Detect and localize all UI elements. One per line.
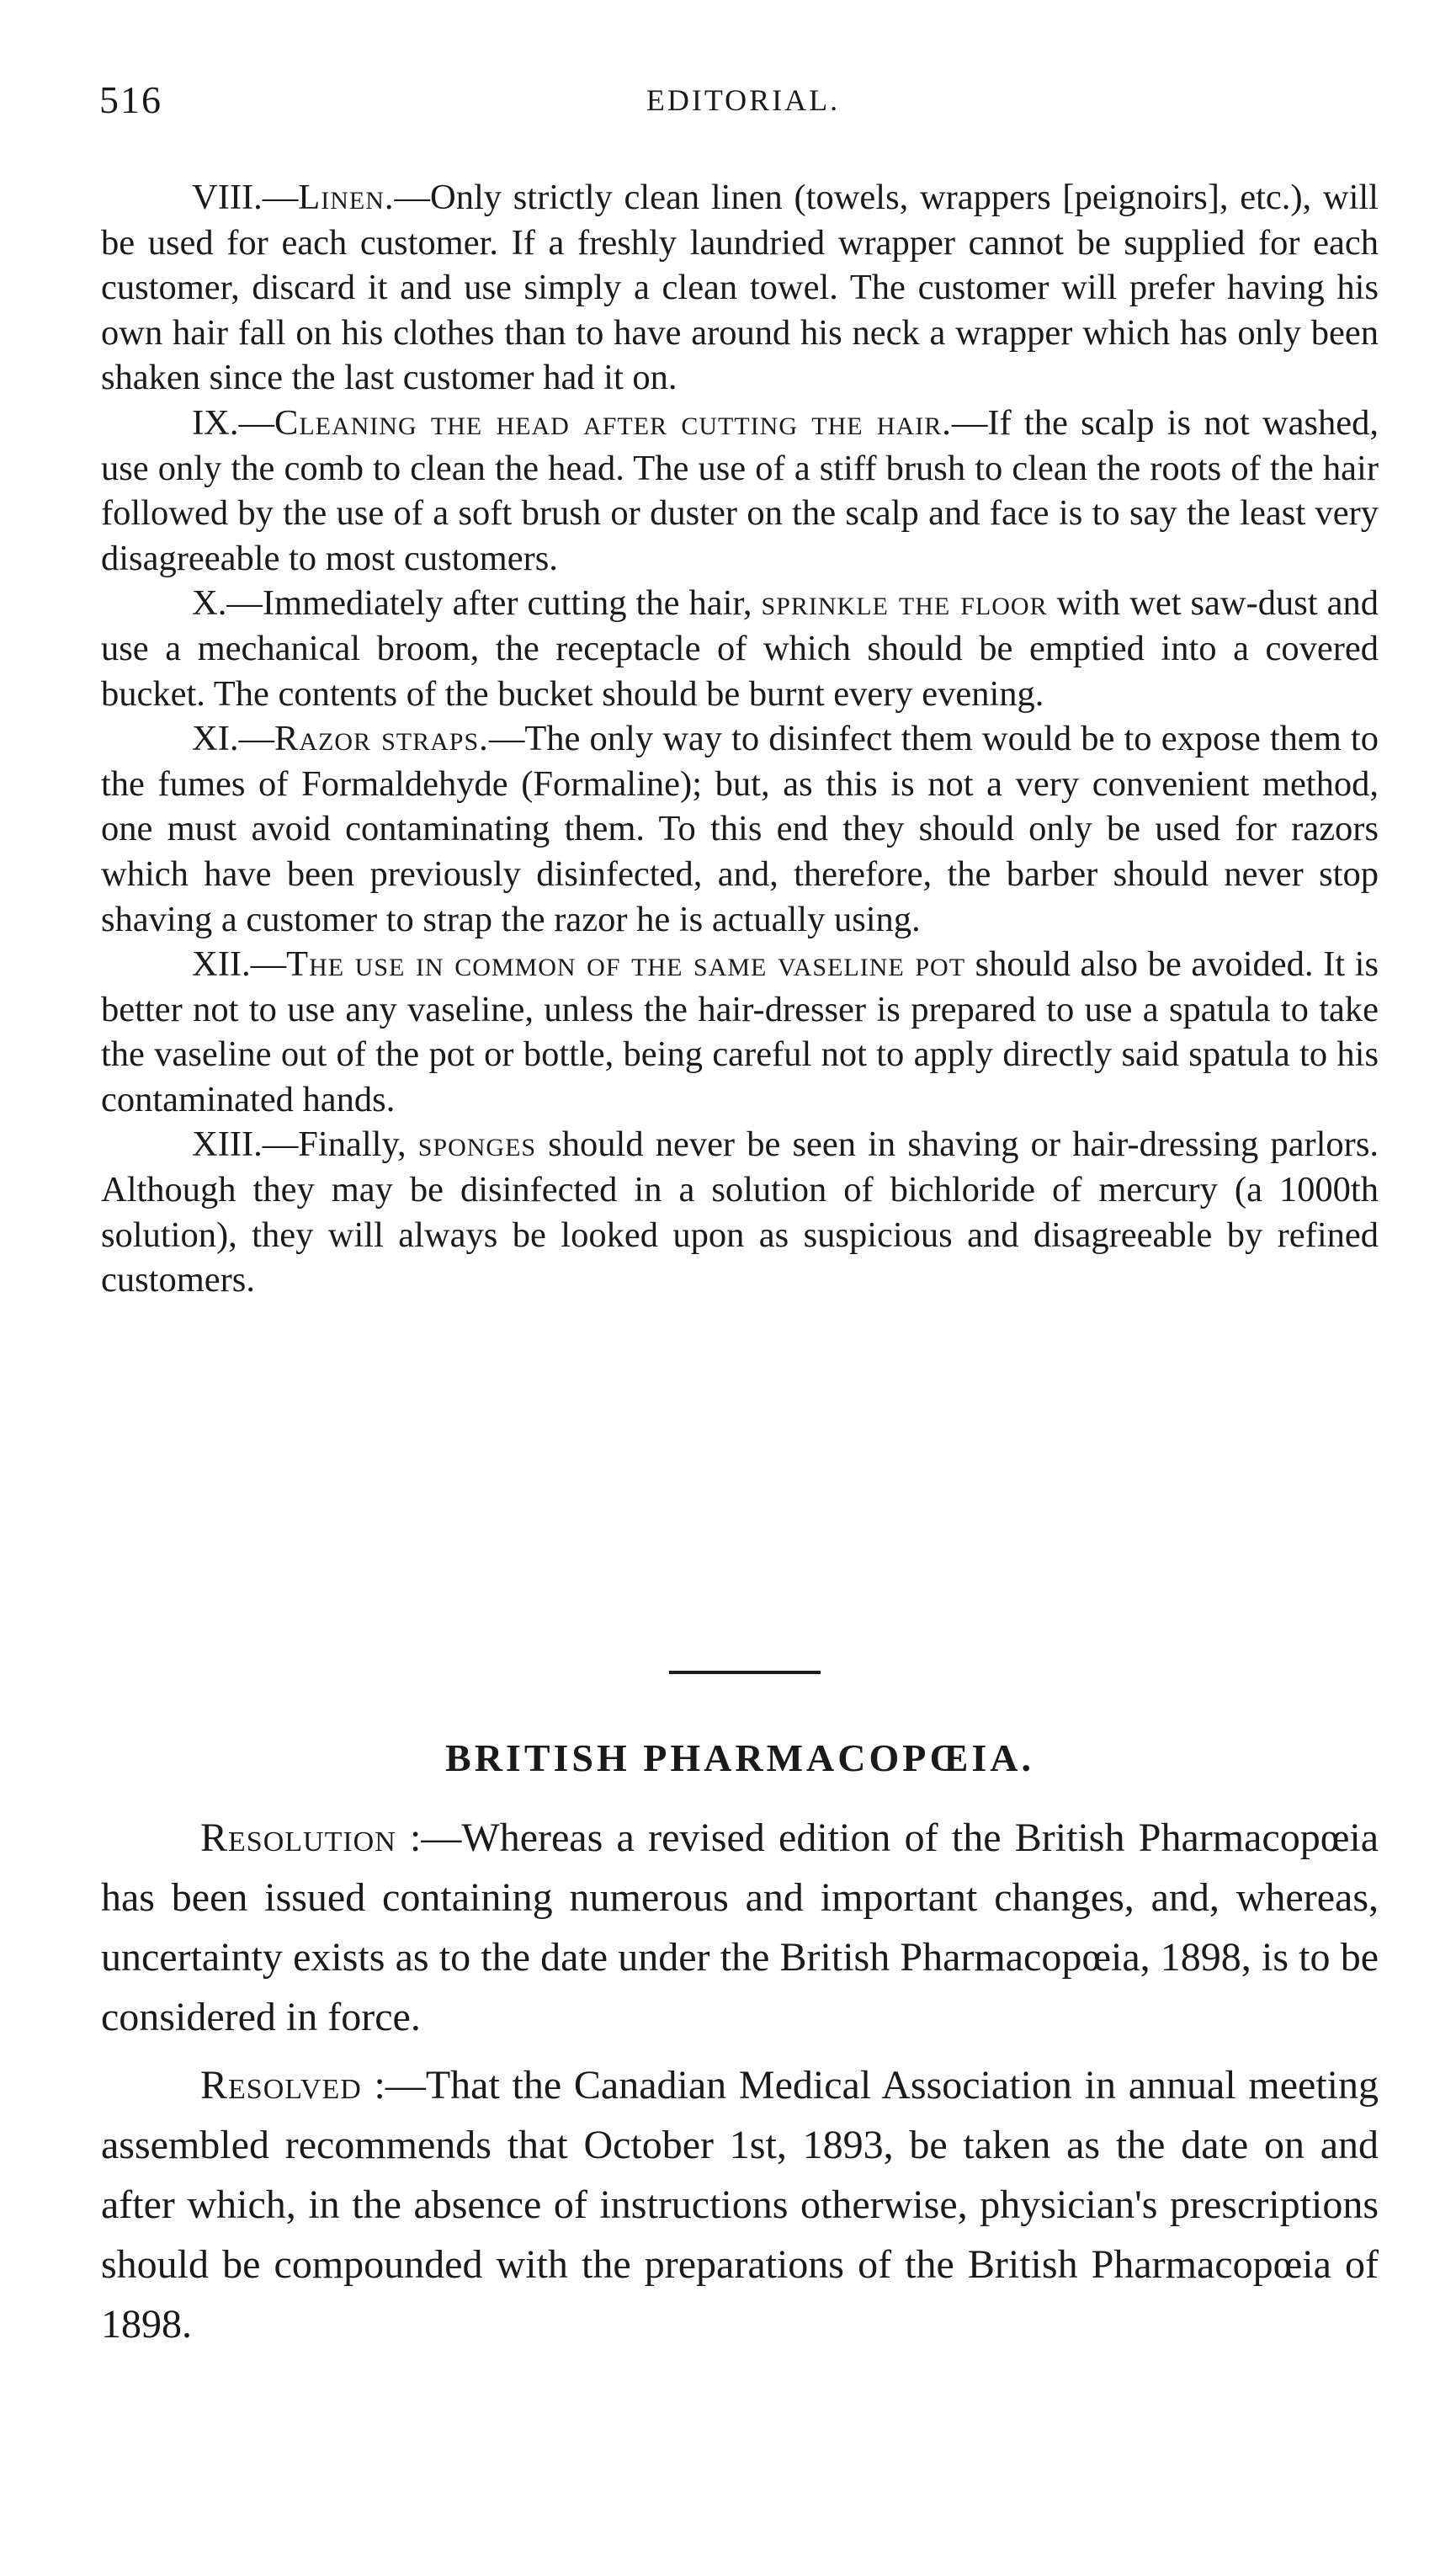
page-number: 516 [99, 78, 162, 121]
editorial-section [101, 175, 1379, 1303]
item-numeral: VIII.— [192, 178, 299, 217]
item-body: with wet saw-dust and use a mechanical broom, the receptacle of which should be emptied into a covered bucket. The contents of the bucket should be burnt every evening. [101, 583, 1379, 714]
resolution-paragraph [101, 1808, 1379, 2047]
item-heading: sprinkle the floor [761, 583, 1048, 624]
item-pre-text: Finally, [298, 1124, 418, 1165]
item-x [101, 581, 1379, 716]
running-title: EDITORIAL. [646, 83, 841, 117]
item-heading-sep: — [488, 719, 525, 759]
paragraph-text: :—Whereas a revised edition of the British Pharmacopœia has been issued containing numerous and important changes, and, whereas, uncertainty exists as to the date under the British Pharmacopœia, 1898, is to be considered in force. [101, 1815, 1379, 2039]
resolved-paragraph [101, 2055, 1379, 2354]
item-numeral: XII.— [192, 944, 287, 985]
paragraph-lead: Resolved [200, 2063, 362, 2108]
page-header [99, 77, 1387, 128]
item-body: The only way to disinfect them would be to expose them to the fumes of Formaldehyde (Formaline); but, as this is not a very convenient method, one must avoid contaminating them. To this end they should only be used for razors which have been previously disinfected, and, therefore, the barber should never stop shaving a customer to strap the razor he is actually using. [101, 719, 1379, 939]
paragraph-text: :—That the Canadian Medical Association in annual meeting assembled recommends that October 1st, 1893, be taken as the date on and after which, in the absence of instructions otherwise, physician's prescriptions should be compounded with the preparations of the British Pharmacopœia of 1898. [101, 2063, 1379, 2347]
item-heading-sep: — [394, 178, 431, 217]
item-ix [101, 401, 1379, 581]
item-heading: Cleaning the head after cutting the hair. [274, 402, 952, 443]
item-viii [101, 175, 1379, 401]
item-heading: Linen. [298, 178, 395, 217]
section-divider [669, 1671, 821, 1674]
item-numeral: XI.— [192, 719, 274, 759]
item-heading-sep: — [951, 402, 988, 443]
item-xii [101, 942, 1379, 1122]
paragraph-lead: Resolution [200, 1815, 396, 1860]
item-numeral: IX.— [192, 402, 274, 443]
item-body: should also be avoided. It is better not to use any vaseline, unless the hair-dresser is prepared to use a spatula to take the vaseline out of the pot or bottle, being careful not to apply directly said spatula to his contaminated hands. [101, 944, 1379, 1119]
item-body: If the scalp is not washed, use only the comb to clean the head. The use of a stiff brush to clean the roots of the hair followed by the use of a soft brush or duster on the scalp and face is to say the least very disagreeable to most customers. [101, 402, 1379, 578]
item-heading: Razor straps. [274, 719, 489, 759]
item-xi [101, 716, 1379, 942]
item-pre-text: Immediately after cutting the hair, [262, 583, 762, 624]
item-numeral: X.— [192, 583, 263, 624]
item-numeral: XIII.— [192, 1124, 299, 1165]
item-heading: sponges [417, 1124, 537, 1165]
item-heading: The use in common of the same vaseline pot [286, 944, 966, 985]
item-body: Only strictly clean linen (towels, wrappers [peignoirs], etc.), will be used for each customer. If a freshly laundried wrapper cannot be supplied for each customer, discard it and use simply a clean towel. The customer will prefer having his own hair fall on his clothes than to have around his neck a wrapper which has only been shaken since the last customer had it on. [101, 178, 1379, 398]
article-title: BRITISH PHARMACOPŒIA. [445, 1736, 1034, 1779]
item-body: should never be seen in shaving or hair-dressing parlors. Although they may be disinfected in a solution of bichloride of mercury (a 1000th solution), they will always be looked upon as suspicious and disagreeable by refined customers. [101, 1124, 1379, 1300]
article-body [101, 1808, 1379, 2363]
item-xiii [101, 1122, 1379, 1302]
